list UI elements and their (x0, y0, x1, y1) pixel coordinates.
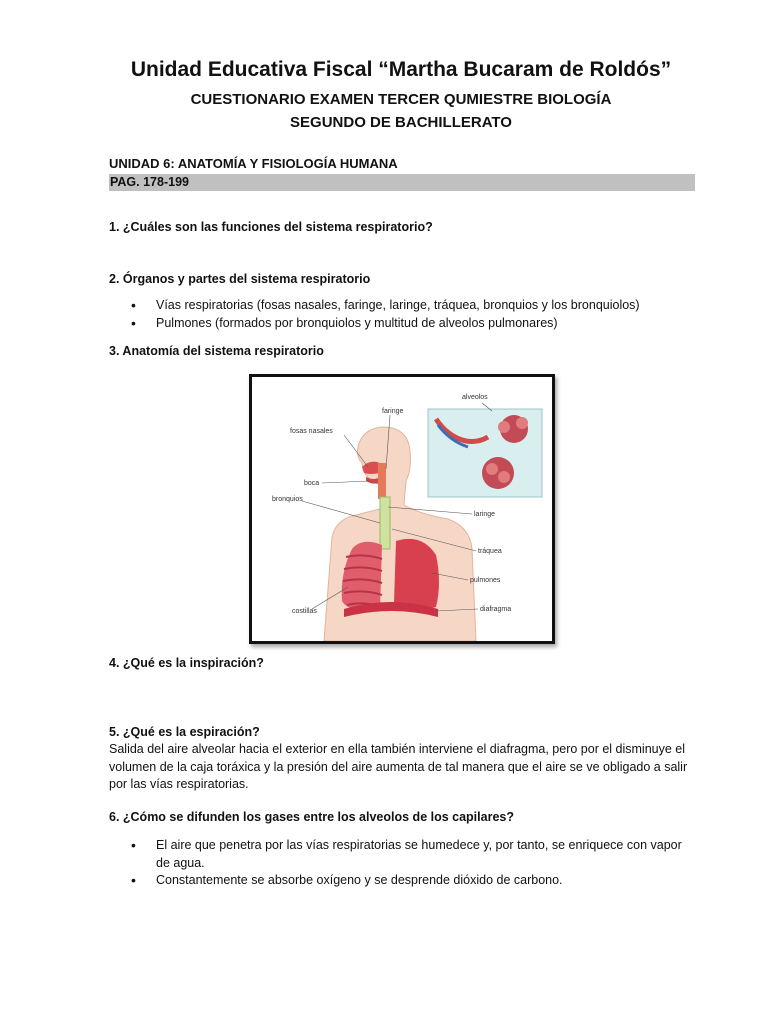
exam-subtitle: CUESTIONARIO EXAMEN TERCER QUMIESTRE BIOLOGÍA (190, 91, 612, 108)
list-item: • El aire que penetra por las vías respiratorias se humedece y, por tanto, se enriquece con vapor de agua. (109, 837, 699, 872)
label-diafragma: diafragma (480, 606, 512, 613)
question-3: 3. Anatomía del sistema respiratorio (109, 344, 324, 358)
label-laringe: laringe (474, 511, 496, 518)
grade-subtitle: SEGUNDO DE BACHILLERATO (290, 114, 512, 131)
question-5-answer: Salida del aire alveolar hacia el exterior en ella también interviene el diafragma, pero por el disminuye el volumen de la caja toráxica y la presión del aire aumenta de tal manera que el aire se ve obligado a salir por las vías respiratorias. (109, 742, 688, 791)
question-2-list (109, 297, 699, 332)
question-4: 4. ¿Qué es la inspiración? (109, 656, 264, 670)
unit-heading: UNIDAD 6: ANATOMÍA Y FISIOLOGÍA HUMANA (109, 156, 398, 171)
label-costillas: costillas (292, 608, 317, 615)
label-alveolos: alveolos (462, 394, 488, 401)
pages-label: PAG. 178-199 (110, 175, 189, 189)
question-6: 6. ¿Cómo se difunden los gases entre los alveolos de los capilares? (109, 810, 514, 824)
question-5: 5. ¿Qué es la espiración? (109, 725, 260, 739)
question-2: 2. Órganos y partes del sistema respiratorio (109, 272, 371, 286)
list-item: • Vías respiratorias (fosas nasales, faringe, laringe, tráquea, bronquios y los bronquiolos) (109, 297, 699, 315)
label-traquea: tráquea (478, 548, 502, 555)
respiratory-diagram (252, 377, 552, 641)
label-bronquios: bronquios (272, 496, 303, 503)
question-6-list (109, 837, 699, 890)
list-item: • Pulmones (formados por bronquiolos y multitud de alveolos pulmonares) (109, 315, 699, 333)
pages-bar (109, 174, 695, 191)
label-faringe: faringe (382, 408, 404, 415)
school-title: Unidad Educativa Fiscal “Martha Bucaram de Roldós” (130, 58, 672, 81)
label-boca: boca (304, 480, 320, 487)
respiratory-system-figure (249, 374, 555, 644)
list-item: • Constantemente se absorbe oxígeno y se desprende dióxido de carbono. (109, 872, 699, 890)
label-fosas-nasales: fosas nasales (290, 428, 333, 435)
question-1: 1. ¿Cuáles son las funciones del sistema respiratorio? (109, 220, 433, 234)
label-pulmones: pulmones (470, 577, 501, 584)
